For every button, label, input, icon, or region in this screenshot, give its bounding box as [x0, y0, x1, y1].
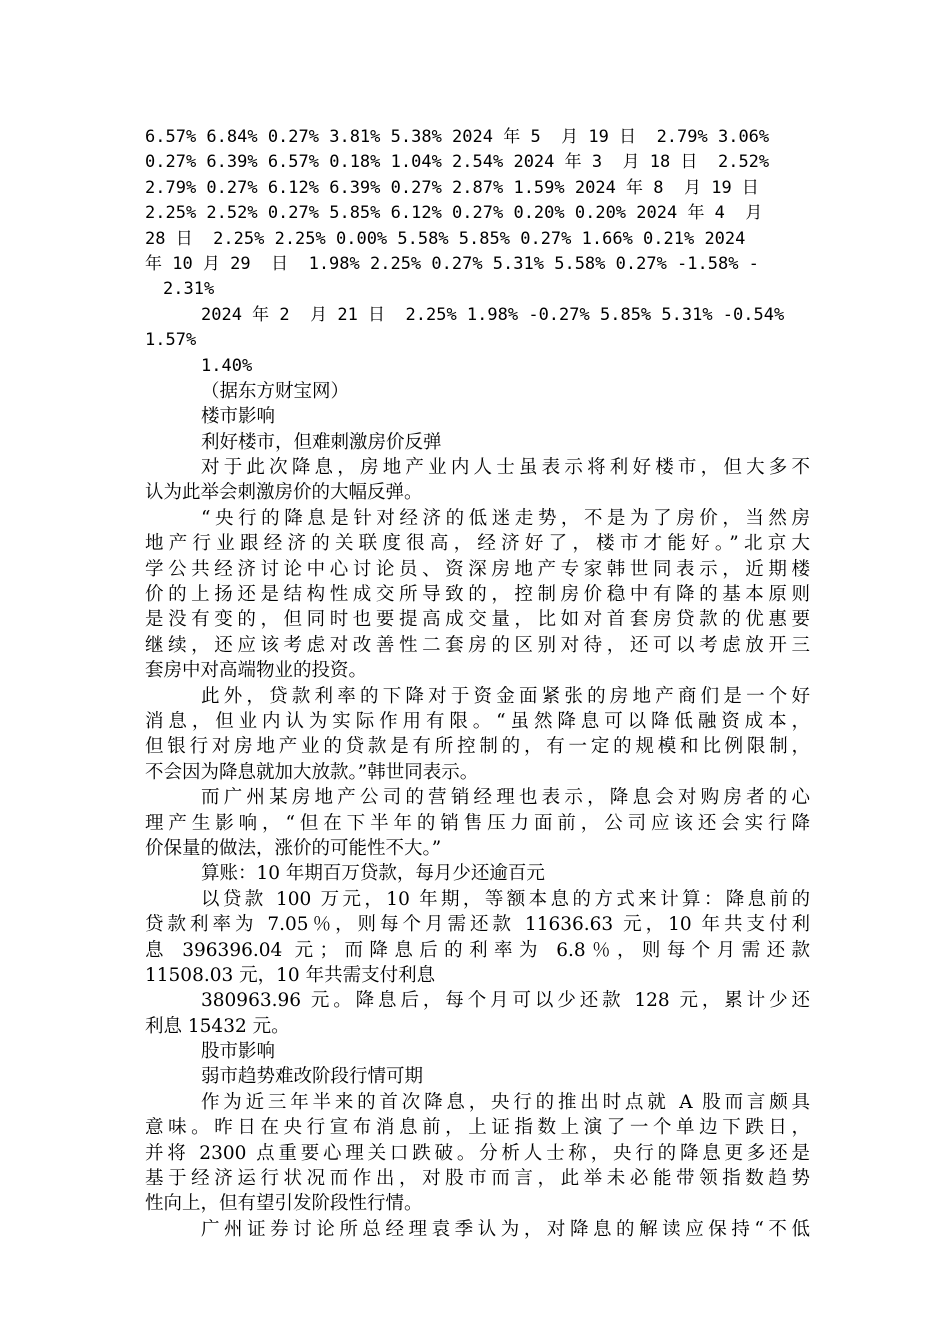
paragraph-line: 380963.96 元。降息后，每个月可以少还款 128 元，累计少还: [201, 990, 810, 1012]
paragraph-line: 套房中对高端物业的投资。: [145, 660, 368, 682]
paragraph-line: 贷款利率为 7.05％，则每个月需还款 11636.63 元，10 年共支付利: [145, 914, 810, 936]
section-subheading: 利好楼市，但难刺激房价反弹: [201, 431, 442, 453]
paragraph-line: 是没有变的，但同时也要提高成交量，比如对首套房贷款的优惠要: [145, 609, 810, 631]
paragraph-line: “央行的降息是针对经济的低迷走势，不是为了房价，当然房: [201, 507, 810, 529]
section-subheading: 弱市趋势难改阶段行情可期: [201, 1066, 424, 1088]
paragraph-line: 息 396396.04 元；而降息后的利率为 6.8％，则每个月需还款: [145, 939, 810, 961]
table-line: 2.25% 2.52% 0.27% 5.85% 6.12% 0.27% 0.20% 0.20% 2024 年 4 月: [145, 203, 763, 224]
paragraph-line: 理产生影响，“但在下半年的销售压力面前，公司应该还会实行降: [145, 812, 810, 834]
paragraph-line: 而广州某房地产公司的营销经理也表示，降息会对购房者的心: [201, 787, 810, 809]
paragraph-line: 认为此举会刺激房价的大幅反弹。: [145, 482, 423, 504]
table-line: 1.57%: [145, 330, 197, 351]
paragraph-line: 基于经济运行状况而作出，对股市而言，此举未必能带领指数趋势: [145, 1168, 810, 1190]
paragraph-line: 地产行业跟经济的关联度很高，经济好了，楼市才能好。”北京大: [145, 533, 810, 555]
table-line: 28 日 2.25% 2.25% 0.00% 5.58% 5.85% 0.27% 1.66% 0.21% 2024: [145, 228, 746, 249]
paragraph-line: 消息，但业内认为实际作用有限。“虽然降息可以降低融资成本，: [145, 710, 810, 732]
paragraph-line: 作为近三年半来的首次降息，央行的推出时点就 A 股而言颇具: [201, 1091, 810, 1113]
section-heading: 楼市影响: [201, 406, 276, 428]
paragraph-line: 并将 2300 点重要心理关口跌破。分析人士称，央行的降息更多还是: [145, 1142, 810, 1164]
calc-heading: 算账：10 年期百万贷款，每月少还逾百元: [201, 863, 545, 885]
section-heading: 股市影响: [201, 1041, 276, 1063]
source-note: （据东方财宝网）: [201, 380, 350, 402]
paragraph-line: 继续，还应该考虑对改善性二套房的区别对待，还可以考虑放开三: [145, 634, 810, 656]
paragraph-line: 以贷款 100 万元，10 年期，等额本息的方式来计算：降息前的: [201, 888, 810, 910]
table-line: 0.27% 6.39% 6.57% 0.18% 1.04% 2.54% 2024 年 3 月 18 日 2.52%: [145, 152, 770, 173]
paragraph-line: 利息 15432 元。: [145, 1015, 290, 1037]
table-line: 6.57% 6.84% 0.27% 3.81% 5.38% 2024 年 5 月 19 日 2.79% 3.06%: [145, 127, 770, 147]
paragraph-line: 性向上，但有望引发阶段性行情。: [145, 1193, 423, 1215]
document-page: [145, 125, 810, 1242]
paragraph-line: 价的上扬还是结构性成交所导致的，控制房价稳中有降的基本原则: [145, 584, 810, 606]
table-line: 1.40%: [201, 355, 253, 376]
paragraph-line: 意味。昨日在央行宣布消息前，上证指数上演了一个单边下跌日，: [145, 1117, 810, 1139]
table-line: 2.31%: [163, 279, 215, 300]
paragraph-line: 不会因为降息就加大放款。”韩世同表示。: [145, 761, 479, 783]
paragraph-line: 价保量的做法，涨价的可能性不大。”: [145, 837, 442, 859]
table-line: 年 10 月 29 日 1.98% 2.25% 0.27% 5.31% 5.58% 0.27% -1.58% -: [145, 253, 759, 274]
table-line: 2024 年 2 月 21 日 2.25% 1.98% -0.27% 5.85% 5.31% -0.54%: [201, 304, 785, 325]
paragraph-line: 此外，贷款利率的下降对于资金面紧张的房地产商们是一个好: [201, 685, 810, 707]
paragraph-line: 但银行对房地产业的贷款是有所控制的，有一定的规模和比例限制，: [145, 736, 810, 758]
table-line: 2.79% 0.27% 6.12% 6.39% 0.27% 2.87% 1.59% 2024 年 8 月 19 日: [145, 177, 759, 198]
paragraph-line: 广州证券讨论所总经理袁季认为，对降息的解读应保持“不低: [201, 1218, 810, 1240]
paragraph-line: 对于此次降息，房地产业内人士虽表示将利好楼市，但大多不: [201, 457, 810, 479]
paragraph-line: 11508.03 元，10 年共需支付利息: [145, 964, 436, 986]
paragraph-line: 学公共经济讨论中心讨论员、资深房地产专家韩世同表示，近期楼: [145, 558, 810, 580]
